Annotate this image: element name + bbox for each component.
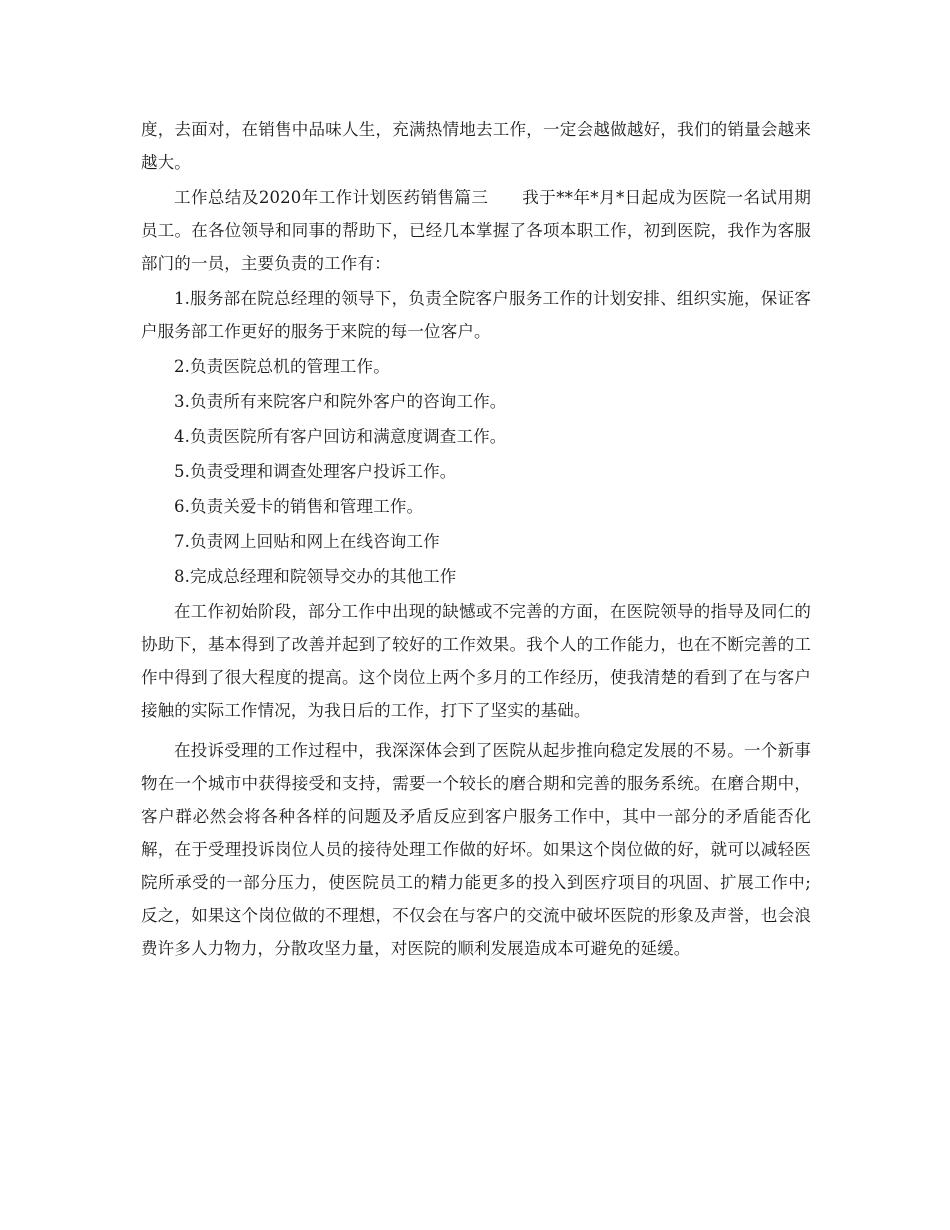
paragraph-continuation: 度，去面对，在销售中品味人生，充满热情地去工作，一定会越做越好，我们的销量会越来越大。	[141, 120, 811, 172]
paragraph-initial-stage: 在工作初始阶段，部分工作中出现的缺憾或不完善的方面，在医院领导的指导及同仁的协助下，基本得到了改善并起到了较好的工作效果。我个人的工作能力，也在不断完善的工作中得到了很大程度的提高。这个岗位上两个多月的工作经历，使我清楚的看到了在与客户接触的实际工作情况，为我日后的工作，打下了坚实的基础。	[141, 602, 811, 720]
list-item-duty-3: 3.负责所有来院客户和院外客户的咨询工作。	[174, 392, 507, 411]
list-item-duty-1: 1.服务部在院总经理的领导下，负责全院客户服务工作的计划安排、组织实施，保证客户服务部工作更好的服务于来院的每一位客户。	[141, 289, 811, 341]
document-body	[141, 113, 811, 967]
list-item-duty-7: 7.负责网上回贴和网上在线咨询工作	[174, 532, 440, 551]
list-item-duty-8: 8.完成总经理和院领导交办的其他工作	[174, 567, 457, 586]
list-item-duty-5: 5.负责受理和调查处理客户投诉工作。	[174, 462, 457, 481]
list-item-duty-4: 4.负责医院所有客户回访和满意度调查工作。	[174, 427, 507, 446]
paragraph-complaint-handling: 在投诉受理的工作过程中，我深深体会到了医院从起步推向稳定发展的不易。一个新事物在一个城市中获得接受和支持，需要一个较长的磨合期和完善的服务系统。在磨合期中，客户群必然会将各种各样的问题及矛盾反应到客户服务工作中，其中一部分的矛盾能否化解，在于受理投诉岗位人员的接待处理工作做的好坏。如果这个岗位做的好，就可以减轻医院所承受的一部分压力，使医院员工的精力能更多的投入到医疗项目的巩固、扩展工作中;反之，如果这个岗位做的不理想，不仅会在与客户的交流中破坏医院的形象及声誉，也会浪费许多人力物力，分散攻坚力量，对医院的顺利发展造成本可避免的延缓。	[141, 741, 811, 958]
list-item-duty-6: 6.负责关爱卡的销售和管理工作。	[174, 497, 424, 516]
list-item-duty-2: 2.负责医院总机的管理工作。	[174, 357, 390, 376]
paragraph-section-intro: 工作总结及2020年工作计划医药销售篇三 我于**年*月*日起成为医院一名试用期员工。在各位领导和同事的帮助下，已经几本掌握了各项本职工作，初到医院，我作为客服部门的一员，主要负责的工作有：	[141, 188, 811, 273]
